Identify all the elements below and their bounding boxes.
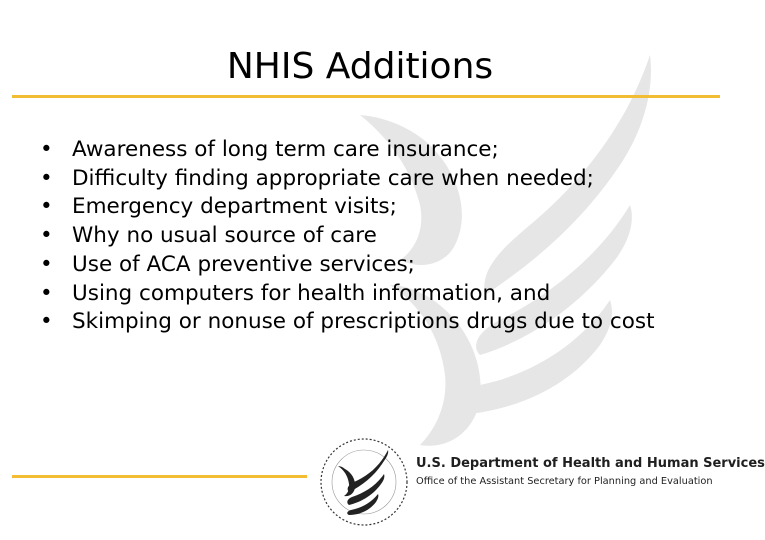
bullet-text: Emergency department visits;: [72, 194, 397, 220]
bullet-dot: •: [40, 194, 53, 220]
bullet-text: Using computers for health information, and: [72, 280, 551, 306]
hhs-seal-icon: [318, 436, 410, 528]
bullet-item: [40, 251, 670, 280]
office-name: Office of the Assistant Secretary for Planning and Evaluation: [416, 476, 713, 487]
bullet-dot: •: [40, 309, 53, 335]
bullet-text: Why no usual source of care: [72, 223, 377, 249]
bullet-text: Difficulty finding appropriate care when needed;: [72, 165, 594, 191]
footer-divider: [12, 475, 307, 478]
bullet-list: [40, 136, 670, 337]
title-divider: [12, 95, 720, 98]
bullet-dot: •: [40, 165, 53, 191]
bullet-item: [40, 165, 670, 194]
bullet-item: [40, 136, 670, 165]
agency-name: U.S. Department of Health and Human Services: [416, 456, 765, 471]
bullet-dot: •: [40, 251, 53, 277]
bullet-text: Awareness of long term care insurance;: [72, 137, 499, 162]
bullet-item: [40, 280, 670, 309]
bullet-item: [40, 222, 670, 251]
bullet-text: Skimping or nonuse of prescriptions drugs due to cost: [72, 309, 655, 335]
bullet-item: [40, 308, 670, 337]
bullet-dot: •: [40, 137, 53, 162]
slide-title: NHIS Additions: [226, 46, 494, 87]
bullet-text: Use of ACA preventive services;: [72, 251, 415, 277]
bullet-item: [40, 193, 670, 222]
bullet-dot: •: [40, 280, 53, 306]
bullet-dot: •: [40, 223, 53, 249]
